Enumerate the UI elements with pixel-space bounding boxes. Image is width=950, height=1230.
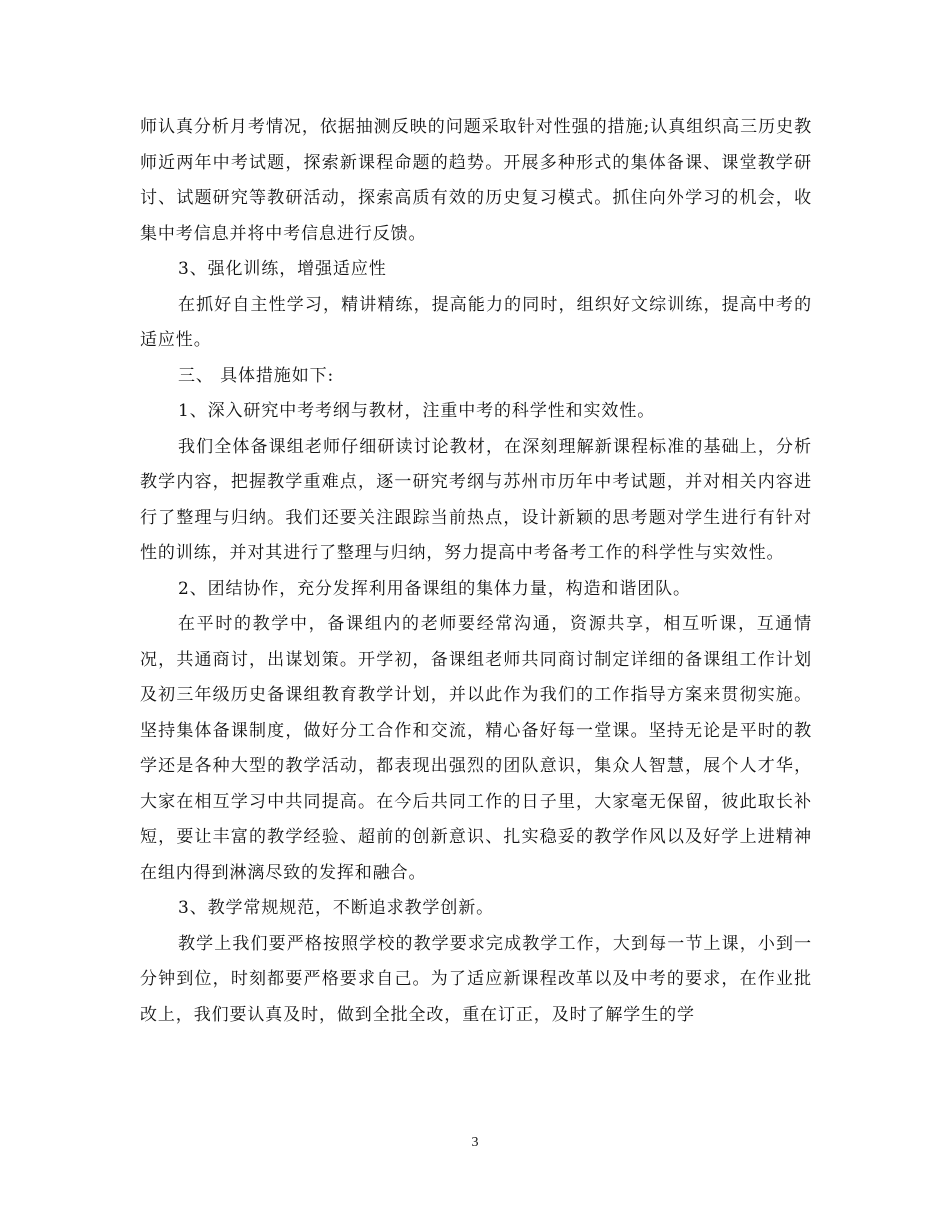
heading-teaching-routine: 3、教学常规规范，不断追求教学创新。 — [178, 898, 495, 918]
paragraph-research-syllabus: 我们全体备课组老师仔细研读讨论教材，在深刻理解新课程标准的基础上，分析教学内容，把握教学重难点，逐一研究考纲与苏州市历年中考试题，并对相关内容进行了整理与归纳。我们还要关注跟踪当前热点，设计新颖的思考题对学生进行有针对性的训练，并对其进行了整理与归纳，努力提高中考备考工作的科学性与实效性。 — [140, 436, 812, 563]
heading-strengthen-training: 3、强化训练，增强适应性 — [178, 259, 387, 279]
heading-specific-measures: 三、 具体措施如下: — [178, 365, 335, 386]
paragraph-teaching-routine: 教学上我们要严格按照学校的教学要求完成教学工作，大到每一节上课，小到一分钟到位，时刻都要严格要求自己。为了适应新课程改革以及中考的要求，在作业批改上，我们要认真及时，做到全批全改，重在订正，及时了解学生的学 — [140, 933, 812, 1025]
paragraph-continuation: 师认真分析月考情况，依据抽测反映的问题采取针对性强的措施;认真组织高三历史教师近两年中考试题，探索新课程命题的趋势。开展多种形式的集体备课、课堂教学研讨、试题研究等教研活动，探索高质有效的历史复习模式。抓住向外学习的机会，收集中考信息并将中考信息进行反馈。 — [140, 117, 812, 244]
heading-research-syllabus: 1、深入研究中考考纲与教材，注重中考的科学性和实效性。 — [178, 401, 656, 421]
paragraph-adaptability: 在抓好自主性学习，精讲精练，提高能力的同时，组织好文综训练，提高中考的适应性。 — [140, 294, 812, 350]
page-number: 3 — [471, 1135, 479, 1150]
heading-teamwork: 2、团结协作，充分发挥利用备课组的集体力量，构造和谐团队。 — [178, 578, 691, 599]
paragraph-teamwork: 在平时的教学中，备课组内的老师要经常沟通，资源共享，相互听课，互通情况，共通商讨，出谋划策。开学初，备课组老师共同商讨制定详细的备课组工作计划及初三年级历史备课组教育教学计划，并以此作为我们的工作指导方案来贯彻实施。坚持集体备课制度，做好分工合作和交流，精心备好每一堂课。坚持无论是平时的教学还是各种大型的教学活动，都表现出强烈的团队意识，集众人智慧，展个人才华，大家在相互学习中共同提高。在今后共同工作的日子里，大家毫无保留，彼此取长补短，要让丰富的教学经验、超前的创新意识、扎实稳妥的教学作风以及好学上进精神在组内得到淋漓尽致的发挥和融合。 — [140, 614, 812, 883]
document-body — [140, 110, 812, 1033]
